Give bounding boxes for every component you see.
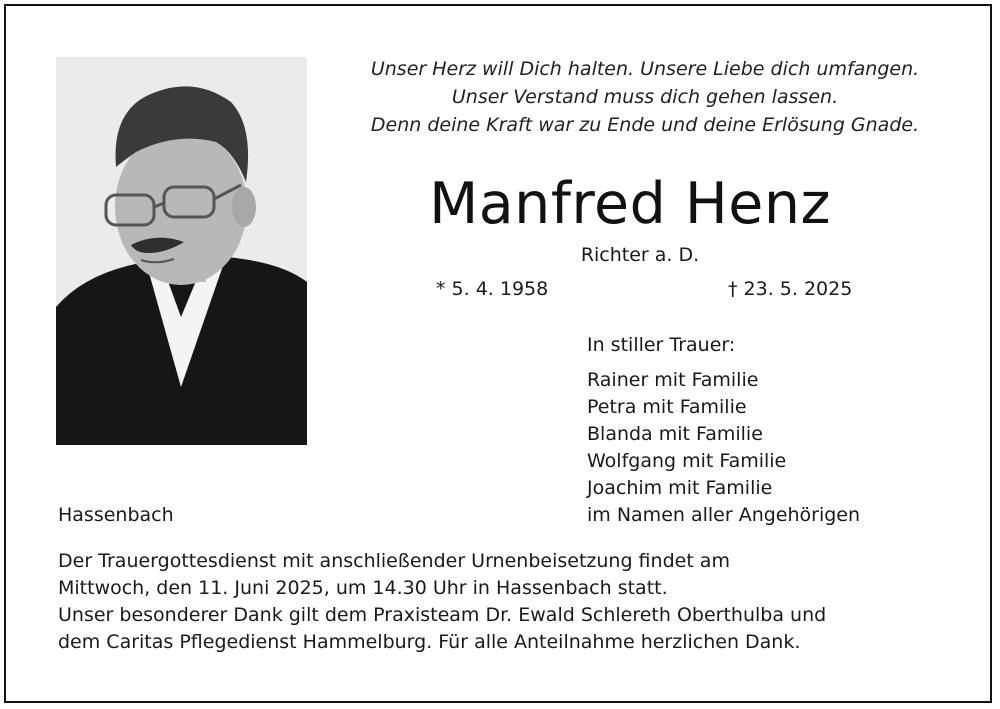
mourner-entry: im Namen aller Angehörigen: [587, 504, 861, 526]
poem-line: Unser Verstand muss dich gehen lassen.: [451, 86, 839, 108]
notice-line: Der Trauergottesdienst mit anschließender Urnenbeisetzung findet am: [58, 550, 730, 572]
notice-line: Mittwoch, den 11. Juni 2025, um 14.30 Uhr in Hassenbach statt.: [58, 577, 668, 599]
notice-line: dem Caritas Pflegedienst Hammelburg. Für alle Anteilnahme herzlichen Dank.: [58, 631, 801, 653]
deceased-title: Richter a. D.: [580, 244, 700, 266]
mourner-entry: Joachim mit Familie: [587, 477, 773, 499]
mourner-entry: Petra mit Familie: [587, 396, 747, 418]
birth-date: * 5. 4. 1958: [436, 278, 549, 300]
poem-line: Denn deine Kraft war zu Ende und deine Erlösung Gnade.: [370, 114, 920, 136]
memorial-poem: [330, 55, 960, 139]
death-date: † 23. 5. 2025: [728, 278, 853, 300]
mourner-entry: Rainer mit Familie: [587, 369, 759, 391]
funeral-notice: [58, 548, 938, 656]
mourner-entry: Blanda mit Familie: [587, 423, 763, 445]
mourners-list: [587, 332, 860, 529]
portrait-photo: [56, 57, 307, 445]
poem-line: Unser Herz will Dich halten. Unsere Liebe dich umfangen.: [370, 58, 920, 80]
mourners-heading: In stiller Trauer:: [587, 334, 736, 356]
mourner-entry: Wolfgang mit Familie: [587, 450, 787, 472]
deceased-name: Manfred Henz: [429, 171, 831, 237]
place-name: Hassenbach: [58, 504, 174, 526]
notice-line: Unser besonderer Dank gilt dem Praxisteam Dr. Ewald Schlereth Oberthulba und: [58, 604, 827, 626]
